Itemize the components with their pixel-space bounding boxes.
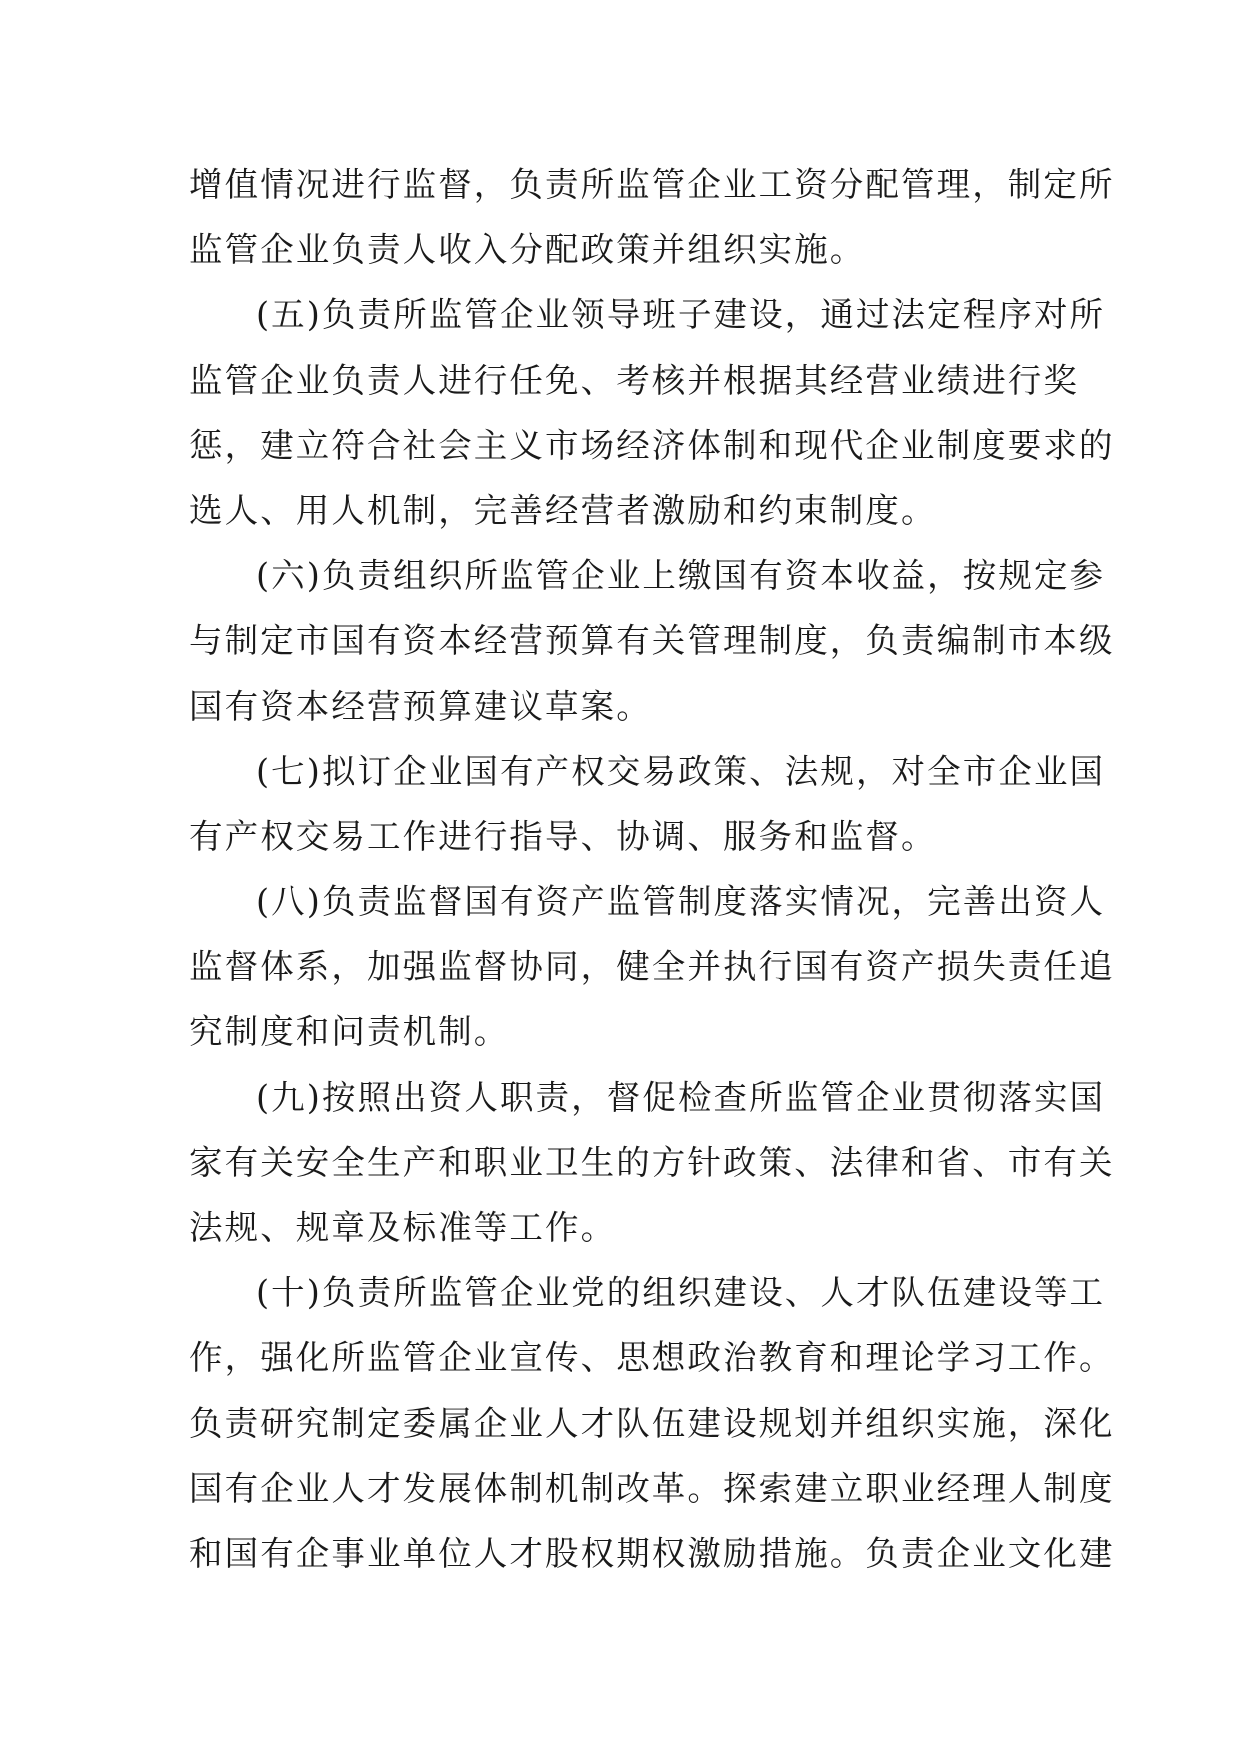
text-line: 法规、规章及标准等工作。 — [189, 1208, 617, 1247]
text-line: 与制定市国有资本经营预算有关管理制度，负责编制市本级 — [189, 621, 1115, 661]
text-line: 增值情况进行监督，负责所监管企业工资分配管理，制定所 — [189, 165, 1115, 204]
paragraph-10-start: (十)负责所监管企业党的组织建设、人才队伍建设等工 — [256, 1273, 1106, 1313]
text-line: 有产权交易工作进行指导、协调、服务和监督。 — [189, 816, 937, 856]
text-line: 监管企业负责人进行任免、考核并根据其经营业绩进行奖 — [189, 360, 1079, 400]
body-text — [189, 152, 1115, 1586]
text-line: 惩，建立符合社会主义市场经济体制和现代企业制度要求的 — [189, 425, 1115, 465]
text-line: 负责研究制定委属企业人才队伍建设规划并组织实施，深化 — [189, 1403, 1115, 1443]
text-line: 家有关安全生产和职业卫生的方针政策、法律和省、市有关 — [189, 1142, 1115, 1182]
text-line: 究制度和问责机制。 — [189, 1012, 510, 1052]
text-line: 选人、用人机制，完善经营者激励和约束制度。 — [189, 490, 937, 530]
text-line: 和国有企事业单位人才股权期权激励措施。负责企业文化建 — [189, 1533, 1115, 1573]
paragraph-5-start: (五)负责所监管企业领导班子建设，通过法定程序对所 — [256, 295, 1106, 335]
paragraph-8-start: (八)负责监督国有资产监管制度落实情况，完善出资人 — [256, 882, 1106, 922]
text-line: 监管企业负责人收入分配政策并组织实施。 — [189, 230, 866, 270]
paragraph-6-start: (六)负责组织所监管企业上缴国有资本收益，按规定参 — [256, 556, 1106, 596]
paragraph-9-start: (九)按照出资人职责，督促检查所监管企业贯彻落实国 — [256, 1077, 1106, 1117]
text-line: 作，强化所监管企业宣传、思想政治教育和理论学习工作。 — [189, 1338, 1115, 1378]
text-line: 监督体系，加强监督协同，健全并执行国有资产损失责任追 — [189, 947, 1115, 987]
text-line: 国有资本经营预算建议草案。 — [189, 686, 652, 726]
text-line: 国有企业人才发展体制机制改革。探索建立职业经理人制度 — [189, 1468, 1115, 1508]
paragraph-7-start: (七)拟订企业国有产权交易政策、法规，对全市企业国 — [256, 751, 1106, 791]
